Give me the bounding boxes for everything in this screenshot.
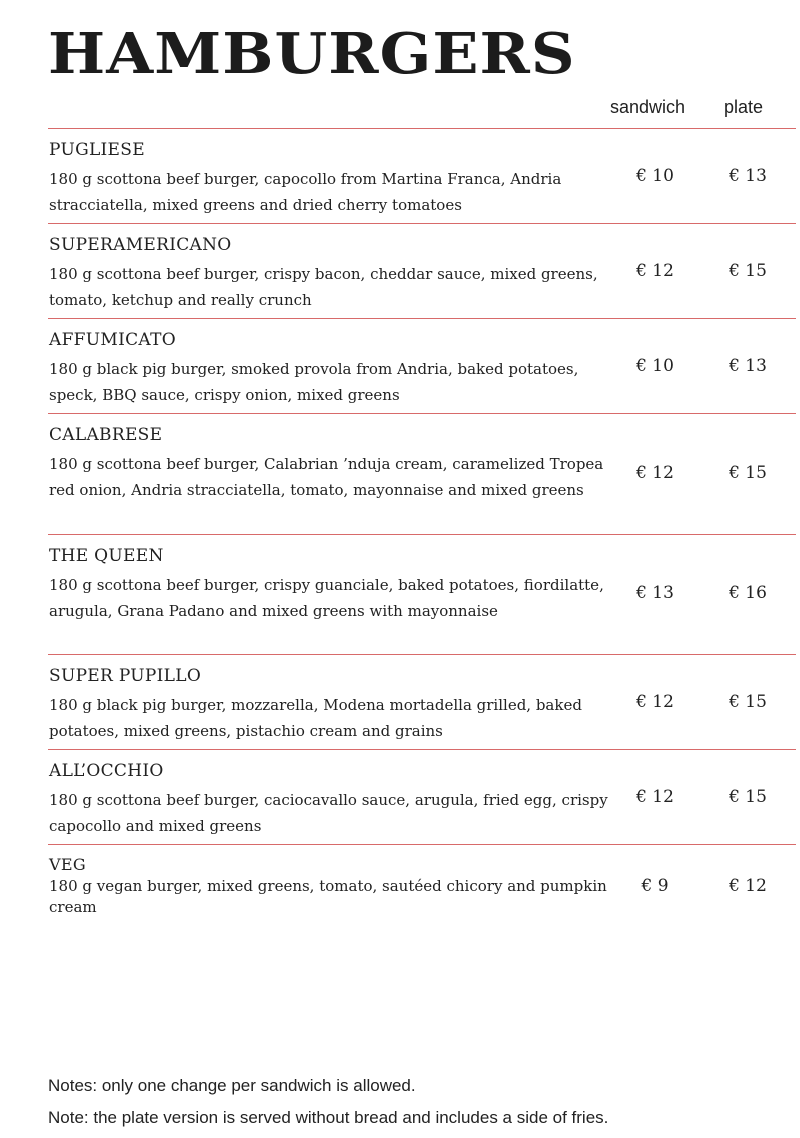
price-plate: € 15	[729, 787, 767, 807]
item-description: 180 g scottona beef burger, crispy bacon, cheddar sauce, mixed greens, tomato, ketchup and really crunch	[49, 265, 598, 309]
item-description: 180 g scottona beef burger, capocollo from Martina Franca, Andria stracciatella, mixed greens and dried cherry tomatoes	[49, 170, 562, 214]
item-name: THE QUEEN	[49, 546, 164, 566]
price-plate: € 12	[729, 876, 767, 896]
column-header-sandwich: sandwich	[610, 97, 686, 117]
item-description: 180 g scottona beef burger, Calabrian ’nduja cream, caramelized Tropea red onion, Andria stracciatella, tomato, mayonnaise and mixed greens	[49, 455, 604, 499]
item-description: 180 g black pig burger, smoked provola from Andria, baked potatoes, speck, BBQ sauce, crispy onion, mixed greens	[49, 360, 579, 404]
item-name: SUPER PUPILLO	[49, 666, 202, 686]
price-plate: € 15	[729, 261, 767, 281]
item-description: 180 g black pig burger, mozzarella, Modena mortadella grilled, baked potatoes, mixed greens, pistachio cream and grains	[49, 696, 582, 740]
price-sandwich: € 10	[636, 166, 674, 186]
price-sandwich: € 12	[636, 692, 674, 712]
note-change-policy: Notes: only one change per sandwich is allowed.	[48, 1076, 416, 1095]
menu-item-pugliese	[48, 128, 796, 223]
menu-item-calabrese	[48, 413, 796, 534]
price-plate: € 13	[729, 356, 767, 376]
menu-item-allocchio	[48, 749, 796, 844]
price-plate: € 15	[729, 463, 767, 483]
menu-item-veg	[48, 844, 796, 934]
menu-item-super-pupillo	[48, 654, 796, 749]
page-title: HAMBURGERS	[48, 21, 576, 87]
price-plate: € 13	[729, 166, 767, 186]
item-name: PUGLIESE	[49, 140, 145, 160]
notes	[48, 1074, 608, 1138]
menu-item-superamericano	[48, 223, 796, 318]
price-sandwich: € 12	[636, 261, 674, 281]
menu-item-affumicato	[48, 318, 796, 413]
menu-list	[48, 128, 796, 934]
price-sandwich: € 9	[641, 876, 669, 896]
price-plate: € 15	[729, 692, 767, 712]
price-plate: € 16	[729, 583, 767, 603]
item-description: 180 g scottona beef burger, caciocavallo sauce, arugula, fried egg, crispy capocollo and mixed greens	[49, 791, 608, 835]
price-sandwich: € 12	[636, 463, 674, 483]
item-name: ALL’OCCHIO	[49, 761, 164, 781]
item-description: 180 g vegan burger, mixed greens, tomato, sautéed chicory and pumpkin cream	[49, 877, 607, 916]
item-description: 180 g scottona beef burger, crispy guanciale, baked potatoes, fiordilatte, arugula, Grana Padano and mixed greens with mayonnaise	[49, 576, 604, 620]
item-name: CALABRESE	[49, 425, 163, 445]
item-name: SUPERAMERICANO	[49, 235, 232, 255]
item-name: AFFUMICATO	[49, 330, 176, 350]
note-plate-version: Note: the plate version is served without bread and includes a side of fries.	[48, 1108, 609, 1127]
item-name: VEG	[49, 855, 86, 874]
price-sandwich: € 13	[636, 583, 674, 603]
price-sandwich: € 12	[636, 787, 674, 807]
price-sandwich: € 10	[636, 356, 674, 376]
column-header-plate: plate	[724, 97, 764, 117]
menu-item-the-queen	[48, 534, 796, 654]
